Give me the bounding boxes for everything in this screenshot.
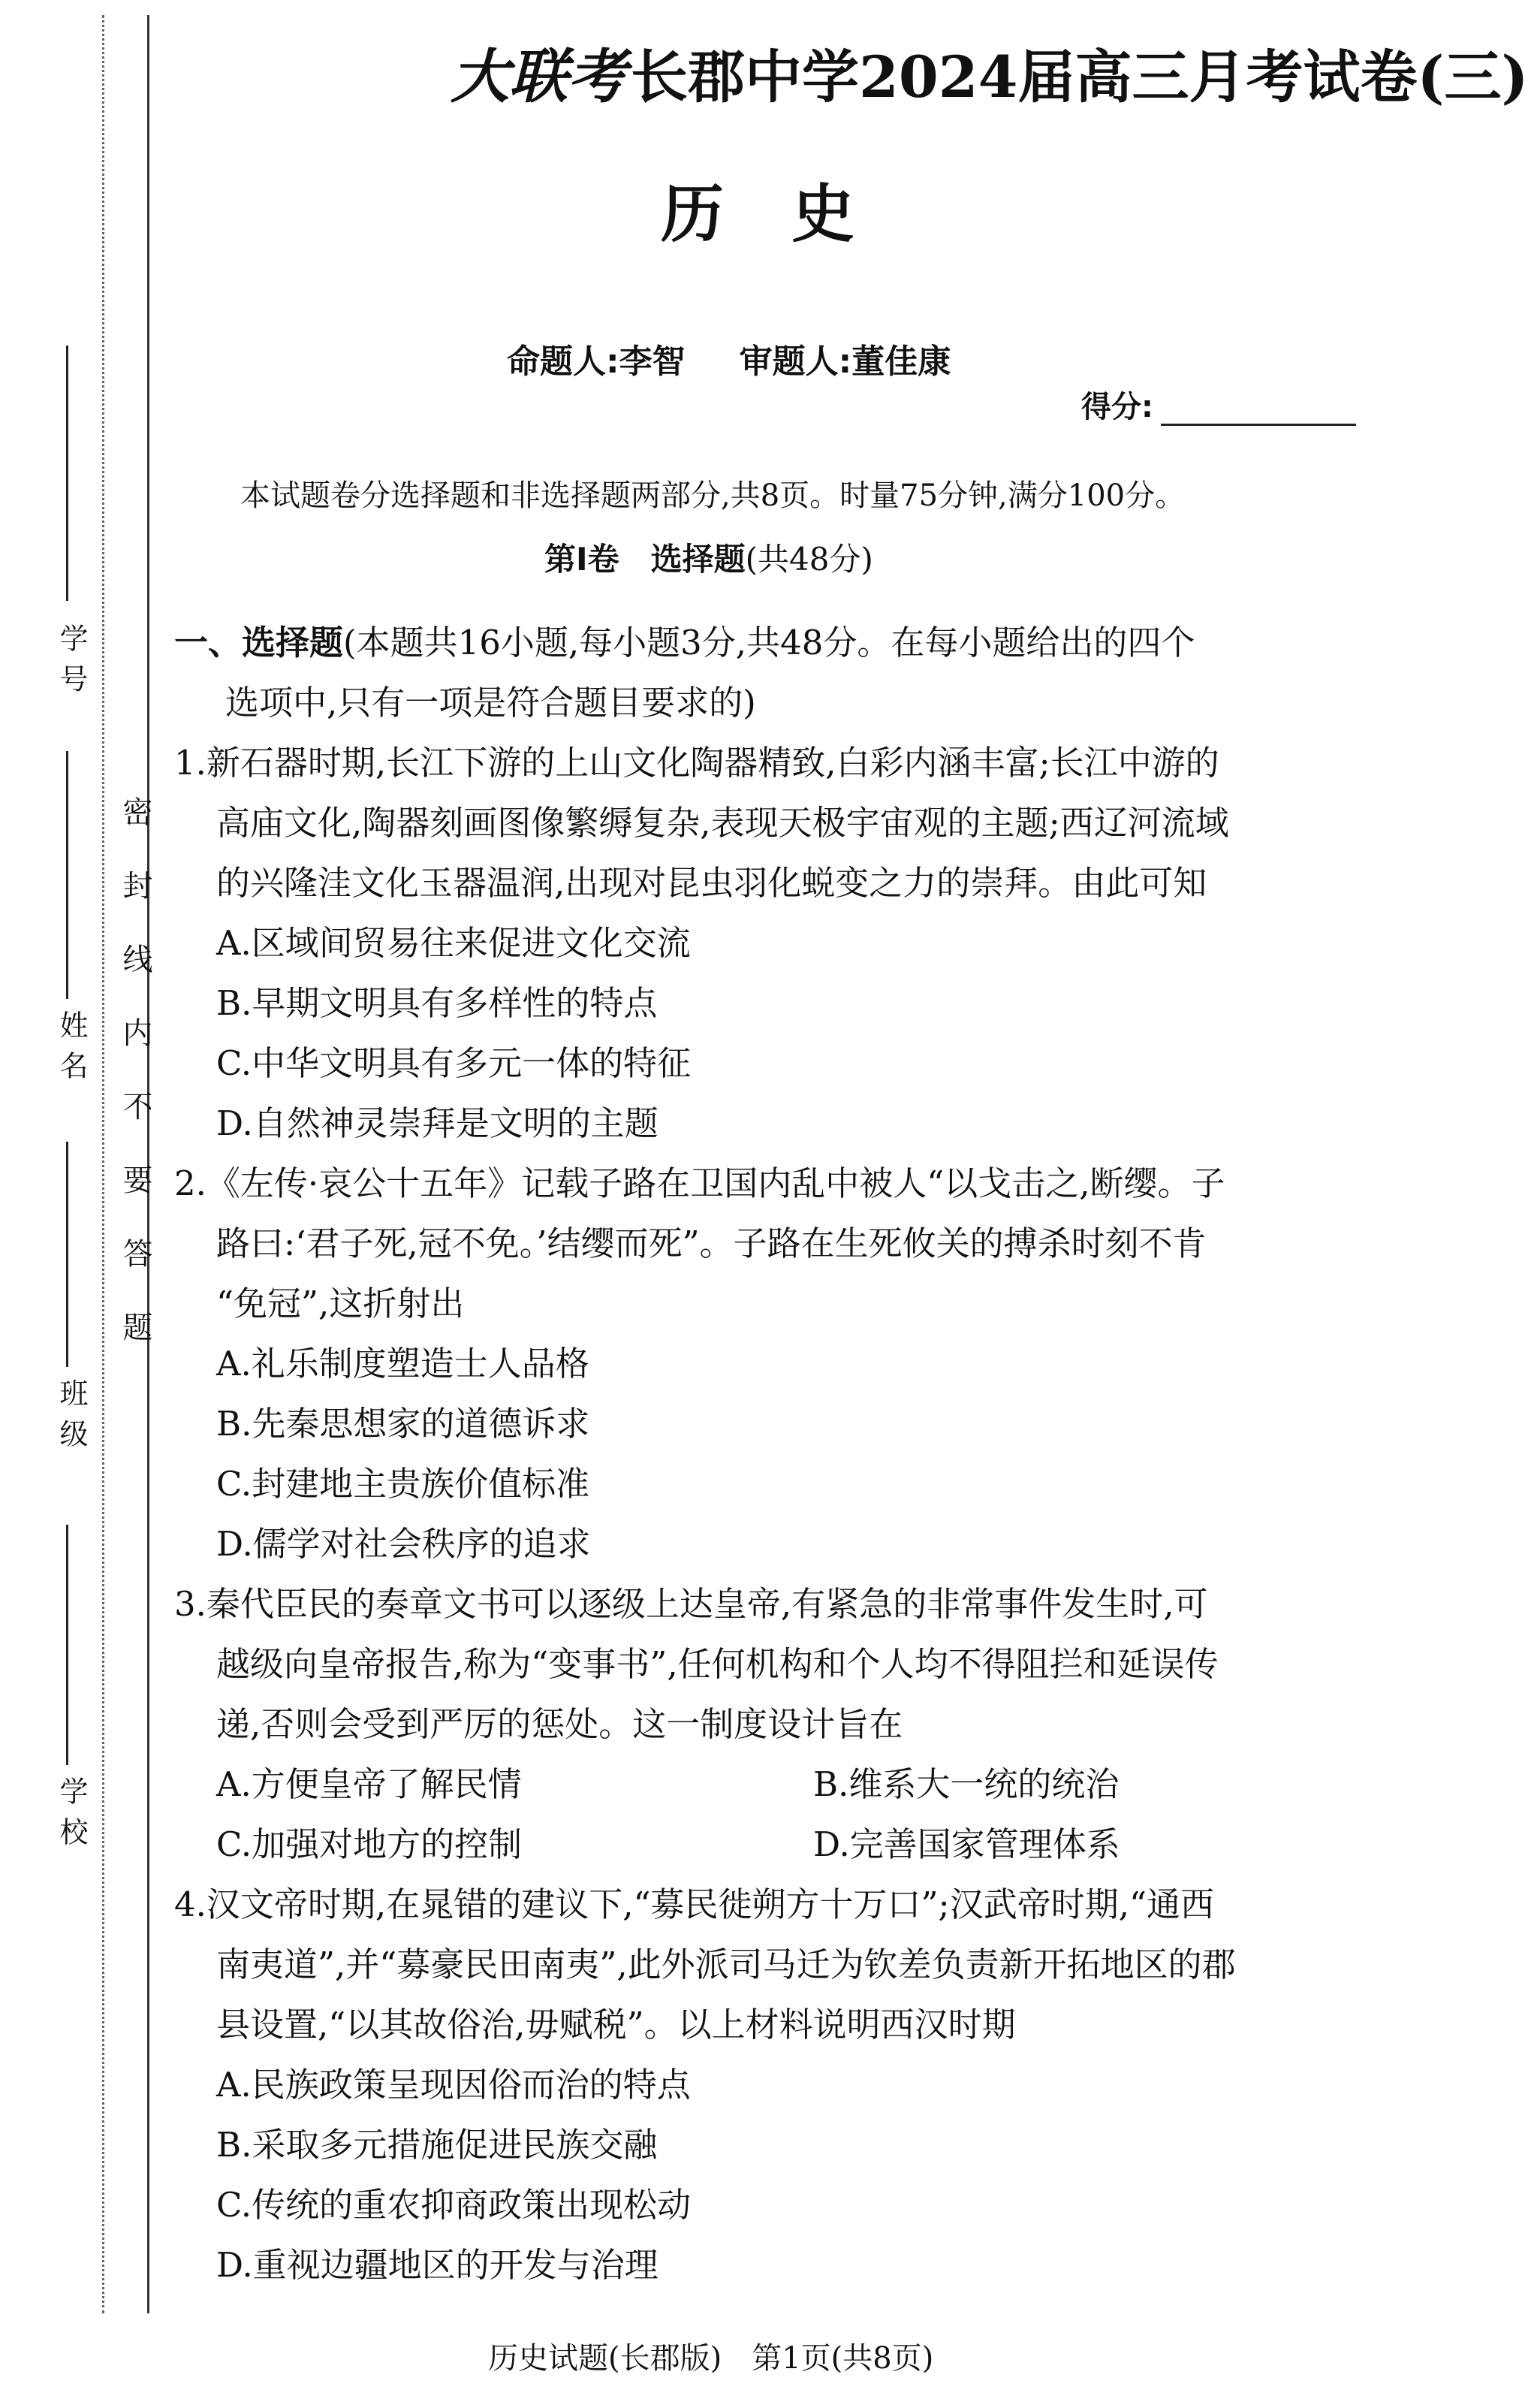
question-list (174, 613, 1368, 2295)
question-stem-line: 递,否则会受到严厉的惩处。这一制度设计旨在 (216, 1704, 903, 1744)
name-label: 姓 名 (55, 1010, 88, 1082)
option-b[interactable]: B.先秦思想家的道德诉求 (216, 1404, 590, 1444)
option-c[interactable]: C.中华文明具有多元一体的特征 (216, 1043, 692, 1083)
reviewer: 审题人:董佳康 (739, 342, 951, 381)
question-stem-line: “免冠”,这折射出 (216, 1284, 465, 1323)
name-blank[interactable] (66, 751, 68, 999)
question-stem-line: 高庙文化,陶器刻画图像繁缛复杂,表现天极宇宙观的主题;西辽河流域 (216, 803, 1229, 843)
exam-title-text: 长郡中学2024届高三月考试卷(三) (631, 44, 1528, 110)
option-a[interactable]: A.方便皇帝了解民情 (216, 1764, 522, 1804)
section-heading (174, 613, 1368, 733)
student-id-blank[interactable] (66, 346, 68, 601)
option-d[interactable]: D.儒学对社会秩序的追求 (216, 1524, 591, 1564)
section-desc-line1: (本题共16小题,每小题3分,共48分。在每小题给出的四个 (343, 623, 1195, 662)
question-stem-line: 南夷道”,并“募豪民田南夷”,此外派司马迁为钦差负责新开拓地区的郡 (216, 1945, 1236, 1984)
subject-title: 历史 (661, 177, 923, 251)
question-3 (174, 1574, 1368, 1875)
page-footer: 历史试题(长郡版) 第1页(共8页) (488, 2341, 934, 2376)
part-title: 第Ⅰ卷 选择题 (544, 541, 746, 578)
section-desc-line2: 选项中,只有一项是符合题目要求的) (225, 683, 756, 723)
question-stem-line: 1.新石器时期,长江下游的上山文化陶器精致,白彩内涵丰富;长江中游的 (174, 743, 1219, 783)
exam-title (451, 30, 1528, 114)
question-2 (174, 1154, 1368, 1574)
class-label: 班 级 (55, 1378, 88, 1450)
school-label: 学 校 (55, 1776, 88, 1848)
option-a[interactable]: A.民族政策呈现因俗而治的特点 (216, 2065, 691, 2105)
option-c[interactable]: C.传统的重农抑商政策出现松动 (216, 2185, 692, 2225)
question-4 (174, 1875, 1368, 2295)
score-label: 得分: (1081, 390, 1153, 424)
question-1 (174, 733, 1368, 1154)
seal-line-notice: 密封线内不要答题 (118, 796, 152, 1385)
brand-logo: 大联考 (451, 43, 627, 111)
question-stem-line: 路曰:‘君子死,冠不免。’结缨而死”。子路在生死攸关的搏杀时刻不肯 (216, 1224, 1207, 1263)
option-c[interactable]: C.封建地主贵族价值标准 (216, 1464, 590, 1504)
author: 命题人:李智 (507, 342, 686, 381)
part-points: (共48分) (745, 541, 873, 578)
score-field (1081, 383, 1356, 426)
student-id-label: 学 号 (55, 623, 88, 695)
binding-dotted-line (102, 15, 104, 2313)
option-d[interactable]: D.重视边疆地区的开发与治理 (216, 2245, 659, 2285)
part-heading (544, 535, 873, 580)
option-b[interactable]: B.早期文明具有多样性的特点 (216, 983, 658, 1023)
exam-intro: 本试题卷分选择题和非选择题两部分,共8页。时量75分钟,满分100分。 (240, 478, 1186, 513)
option-b[interactable]: B.维系大一统的统治 (813, 1764, 1120, 1804)
class-blank[interactable] (66, 1142, 68, 1367)
option-a[interactable]: A.区域间贸易往来促进文化交流 (216, 923, 691, 963)
score-blank[interactable] (1161, 394, 1356, 426)
option-grid (174, 1755, 1368, 1875)
option-d[interactable]: D.自然神灵崇拜是文明的主题 (216, 1103, 659, 1143)
option-d[interactable]: D.完善国家管理体系 (813, 1824, 1120, 1864)
option-b[interactable]: B.采取多元措施促进民族交融 (216, 2125, 658, 2165)
authors (507, 334, 1005, 382)
question-stem-line: 越级向皇帝报告,称为“变事书”,任何机构和个人均不得阻拦和延误传 (216, 1644, 1219, 1684)
question-stem-line: 4.汉文帝时期,在晁错的建议下,“募民徙朔方十万口”;汉武帝时期,“通西 (174, 1884, 1215, 1924)
question-stem-line: 的兴隆洼文化玉器温润,出现对昆虫羽化蜕变之力的崇拜。由此可知 (216, 863, 1207, 903)
school-blank[interactable] (66, 1525, 68, 1765)
section-title: 一、选择题 (174, 623, 344, 662)
question-stem-line: 县设置,“以其故俗治,毋赋税”。以上材料说明西汉时期 (216, 2005, 1016, 2044)
question-stem-line: 3.秦代臣民的奏章文书可以逐级上达皇帝,有紧急的非常事件发生时,可 (174, 1584, 1208, 1624)
option-c[interactable]: C.加强对地方的控制 (216, 1824, 523, 1864)
question-stem-line: 2.《左传·哀公十五年》记载子路在卫国内乱中被人“以戈击之,断缨。子 (174, 1163, 1225, 1203)
option-a[interactable]: A.礼乐制度塑造士人品格 (216, 1344, 589, 1384)
